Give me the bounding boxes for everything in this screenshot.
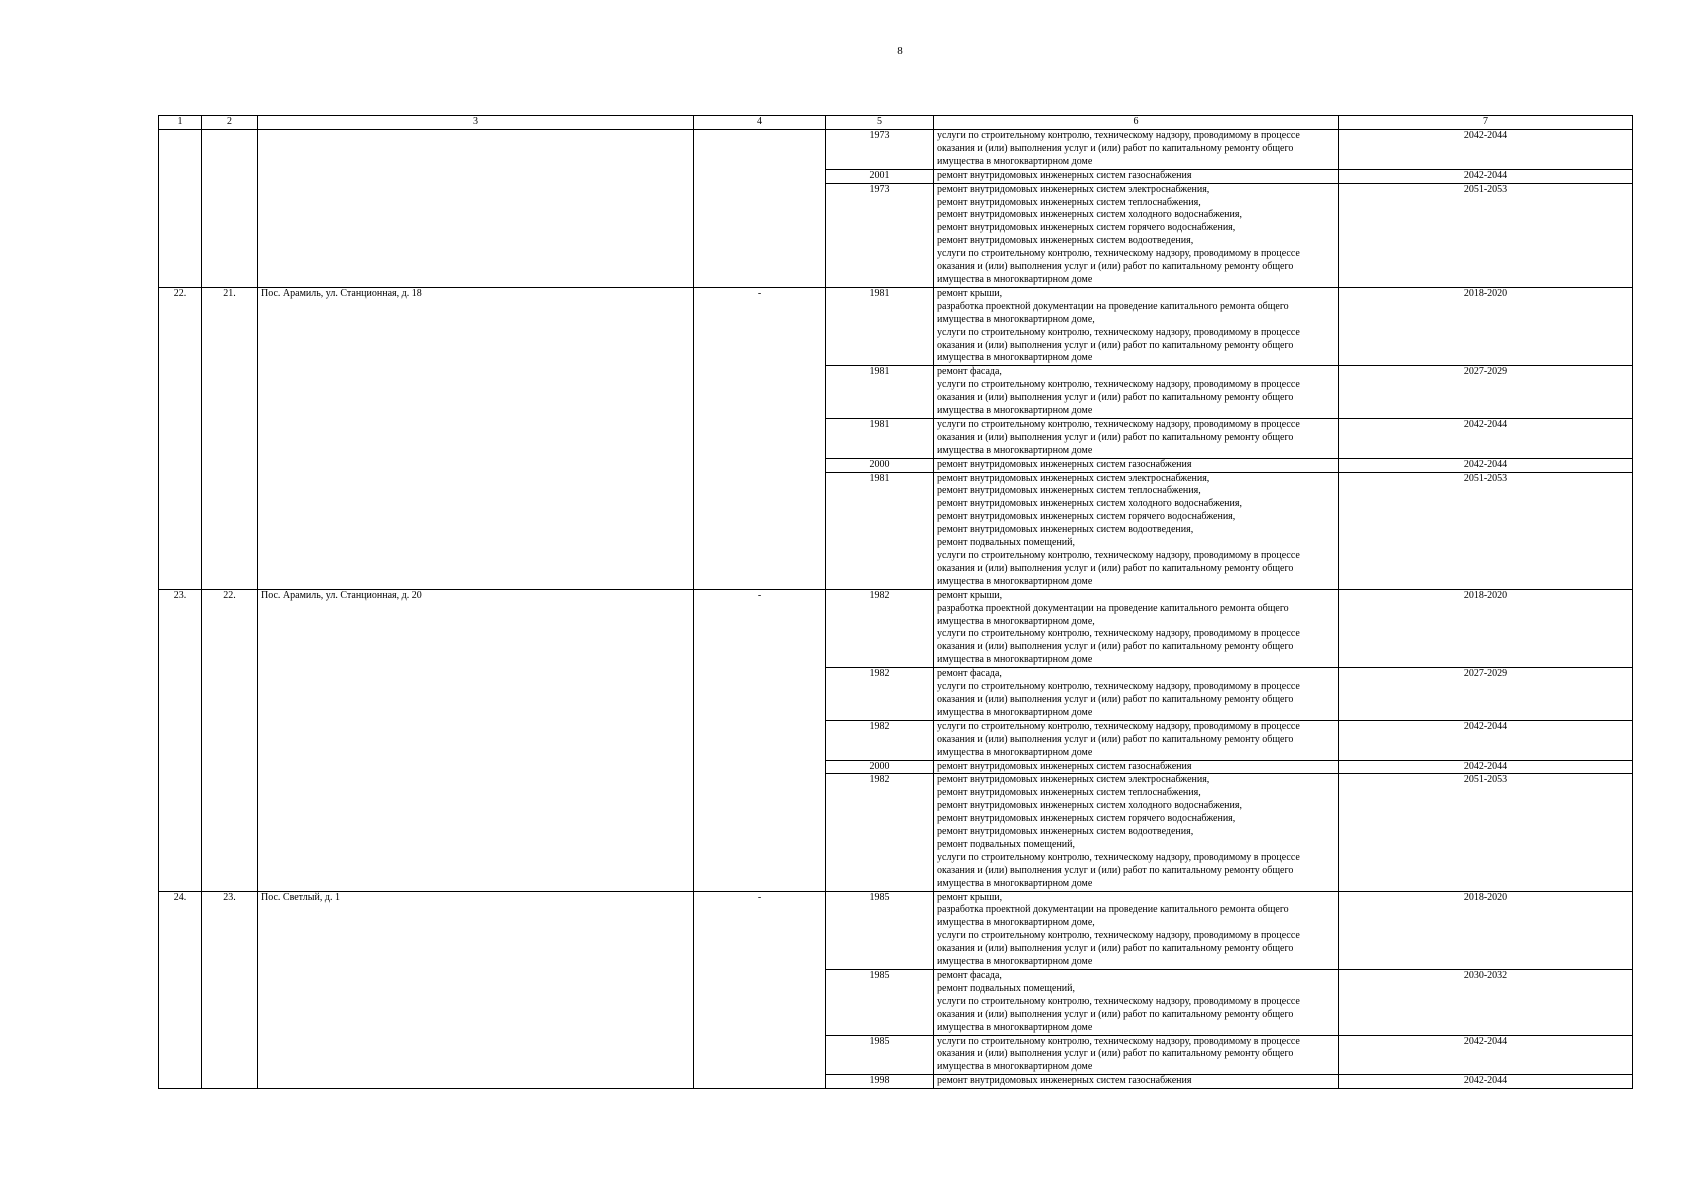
work-description-cell: услуги по строительному контролю, техническому надзору, проводимому в процессе оказания и (или) выполнения услуг и (или) работ по капитальному ремонту общего имущества в многоквартирном доме — [934, 418, 1339, 458]
period-cell: 2027-2029 — [1339, 366, 1633, 419]
period-cell: 2051-2053 — [1339, 472, 1633, 589]
year-cell: 1985 — [826, 1035, 934, 1075]
period-cell: 2042-2044 — [1339, 1075, 1633, 1089]
period-cell: 2042-2044 — [1339, 130, 1633, 170]
year-cell: 1981 — [826, 366, 934, 419]
period-cell: 2018-2020 — [1339, 287, 1633, 365]
work-description-cell: услуги по строительному контролю, техническому надзору, проводимому в процессе оказания и (или) выполнения услуг и (или) работ по капитальному ремонту общего имущества в многоквартирном доме — [934, 720, 1339, 760]
table-row — [159, 589, 1633, 667]
year-cell: 1981 — [826, 418, 934, 458]
repair-schedule-table — [158, 115, 1633, 1089]
work-description-cell: ремонт крыши, разработка проектной документации на проведение капитального ремонта общего имущества в многоквартирном доме, услуги по строительному контролю, техническому надзору, проводимому в процессе оказания и (или) выполнения услуг и (или) работ по капитальному ремонту общего имущества в многоквартирном доме — [934, 589, 1339, 667]
year-cell: 1985 — [826, 970, 934, 1036]
house-number-cell — [202, 130, 258, 288]
column-header: 4 — [694, 116, 826, 130]
work-description-cell: ремонт фасада, услуги по строительному контролю, техническому надзору, проводимому в процессе оказания и (или) выполнения услуг и (или) работ по капитальному ремонту общего имущества в многоквартирном доме — [934, 366, 1339, 419]
year-cell: 1982 — [826, 668, 934, 721]
row-number-cell: 23. — [159, 589, 202, 891]
year-cell: 1973 — [826, 183, 934, 287]
house-type-cell — [694, 130, 826, 288]
table-row — [159, 130, 1633, 170]
column-header: 3 — [258, 116, 694, 130]
table-row — [159, 287, 1633, 365]
house-type-cell: - — [694, 287, 826, 589]
year-cell: 1981 — [826, 472, 934, 589]
period-cell: 2030-2032 — [1339, 970, 1633, 1036]
period-cell: 2051-2053 — [1339, 774, 1633, 891]
page-number: 8 — [897, 45, 903, 57]
period-cell: 2042-2044 — [1339, 458, 1633, 472]
period-cell: 2042-2044 — [1339, 720, 1633, 760]
column-number-row — [159, 116, 1633, 130]
row-number-cell — [159, 130, 202, 288]
work-description-cell: ремонт внутридомовых инженерных систем газоснабжения — [934, 458, 1339, 472]
house-number-cell: 22. — [202, 589, 258, 891]
work-description-cell: ремонт фасада, услуги по строительному контролю, техническому надзору, проводимому в процессе оказания и (или) выполнения услуг и (или) работ по капитальному ремонту общего имущества в многоквартирном доме — [934, 668, 1339, 721]
period-cell: 2042-2044 — [1339, 169, 1633, 183]
column-header: 6 — [934, 116, 1339, 130]
table-body — [159, 130, 1633, 1089]
address-cell: Пос. Арамиль, ул. Станционная, д. 20 — [258, 589, 694, 891]
column-header: 1 — [159, 116, 202, 130]
work-description-cell: услуги по строительному контролю, техническому надзору, проводимому в процессе оказания и (или) выполнения услуг и (или) работ по капитальному ремонту общего имущества в многоквартирном доме — [934, 130, 1339, 170]
period-cell: 2027-2029 — [1339, 668, 1633, 721]
work-description-cell: ремонт внутридомовых инженерных систем газоснабжения — [934, 760, 1339, 774]
house-number-cell: 21. — [202, 287, 258, 589]
year-cell: 1982 — [826, 720, 934, 760]
work-description-cell: ремонт крыши, разработка проектной документации на проведение капитального ремонта общего имущества в многоквартирном доме, услуги по строительному контролю, техническому надзору, проводимому в процессе оказания и (или) выполнения услуг и (или) работ по капитальному ремонту общего имущества в многоквартирном доме — [934, 287, 1339, 365]
column-header: 5 — [826, 116, 934, 130]
address-cell: Пос. Светлый, д. 1 — [258, 891, 694, 1089]
address-cell: Пос. Арамиль, ул. Станционная, д. 18 — [258, 287, 694, 589]
work-description-cell: ремонт внутридомовых инженерных систем газоснабжения — [934, 1075, 1339, 1089]
period-cell: 2051-2053 — [1339, 183, 1633, 287]
house-type-cell: - — [694, 589, 826, 891]
table-row — [159, 891, 1633, 969]
year-cell: 1998 — [826, 1075, 934, 1089]
period-cell: 2042-2044 — [1339, 1035, 1633, 1075]
column-header: 2 — [202, 116, 258, 130]
year-cell: 2000 — [826, 458, 934, 472]
work-description-cell: ремонт внутридомовых инженерных систем электроснабжения, ремонт внутридомовых инженерных систем теплоснабжения, ремонт внутридомовых инженерных систем холодного водоснабжения, ремонт внутридомовых инженерных систем горячего водоснабжения, ремонт внутридомовых инженерных систем водоотведения, ремонт подвальных помещений, услуги по строительному контролю, техническому надзору, проводимому в процессе оказания и (или) выполнения услуг и (или) работ по капитальному ремонту общего имущества в многоквартирном доме — [934, 472, 1339, 589]
period-cell: 2042-2044 — [1339, 418, 1633, 458]
work-description-cell: ремонт внутридомовых инженерных систем электроснабжения, ремонт внутридомовых инженерных систем теплоснабжения, ремонт внутридомовых инженерных систем холодного водоснабжения, ремонт внутридомовых инженерных систем горячего водоснабжения, ремонт внутридомовых инженерных систем водоотведения, услуги по строительному контролю, техническому надзору, проводимому в процессе оказания и (или) выполнения услуг и (или) работ по капитальному ремонту общего имущества в многоквартирном доме — [934, 183, 1339, 287]
house-type-cell: - — [694, 891, 826, 1089]
work-description-cell: ремонт фасада, ремонт подвальных помещений, услуги по строительному контролю, техническому надзору, проводимому в процессе оказания и (или) выполнения услуг и (или) работ по капитальному ремонту общего имущества в многоквартирном доме — [934, 970, 1339, 1036]
work-description-cell: ремонт внутридомовых инженерных систем газоснабжения — [934, 169, 1339, 183]
year-cell: 2001 — [826, 169, 934, 183]
column-header: 7 — [1339, 116, 1633, 130]
year-cell: 1973 — [826, 130, 934, 170]
period-cell: 2042-2044 — [1339, 760, 1633, 774]
year-cell: 1982 — [826, 774, 934, 891]
work-description-cell: услуги по строительному контролю, техническому надзору, проводимому в процессе оказания и (или) выполнения услуг и (или) работ по капитальному ремонту общего имущества в многоквартирном доме — [934, 1035, 1339, 1075]
period-cell: 2018-2020 — [1339, 589, 1633, 667]
address-cell — [258, 130, 694, 288]
period-cell: 2018-2020 — [1339, 891, 1633, 969]
work-description-cell: ремонт внутридомовых инженерных систем электроснабжения, ремонт внутридомовых инженерных систем теплоснабжения, ремонт внутридомовых инженерных систем холодного водоснабжения, ремонт внутридомовых инженерных систем горячего водоснабжения, ремонт внутридомовых инженерных систем водоотведения, ремонт подвальных помещений, услуги по строительному контролю, техническому надзору, проводимому в процессе оказания и (или) выполнения услуг и (или) работ по капитальному ремонту общего имущества в многоквартирном доме — [934, 774, 1339, 891]
row-number-cell: 24. — [159, 891, 202, 1089]
year-cell: 2000 — [826, 760, 934, 774]
house-number-cell: 23. — [202, 891, 258, 1089]
year-cell: 1985 — [826, 891, 934, 969]
work-description-cell: ремонт крыши, разработка проектной документации на проведение капитального ремонта общего имущества в многоквартирном доме, услуги по строительному контролю, техническому надзору, проводимому в процессе оказания и (или) выполнения услуг и (или) работ по капитальному ремонту общего имущества в многоквартирном доме — [934, 891, 1339, 969]
row-number-cell: 22. — [159, 287, 202, 589]
year-cell: 1981 — [826, 287, 934, 365]
year-cell: 1982 — [826, 589, 934, 667]
